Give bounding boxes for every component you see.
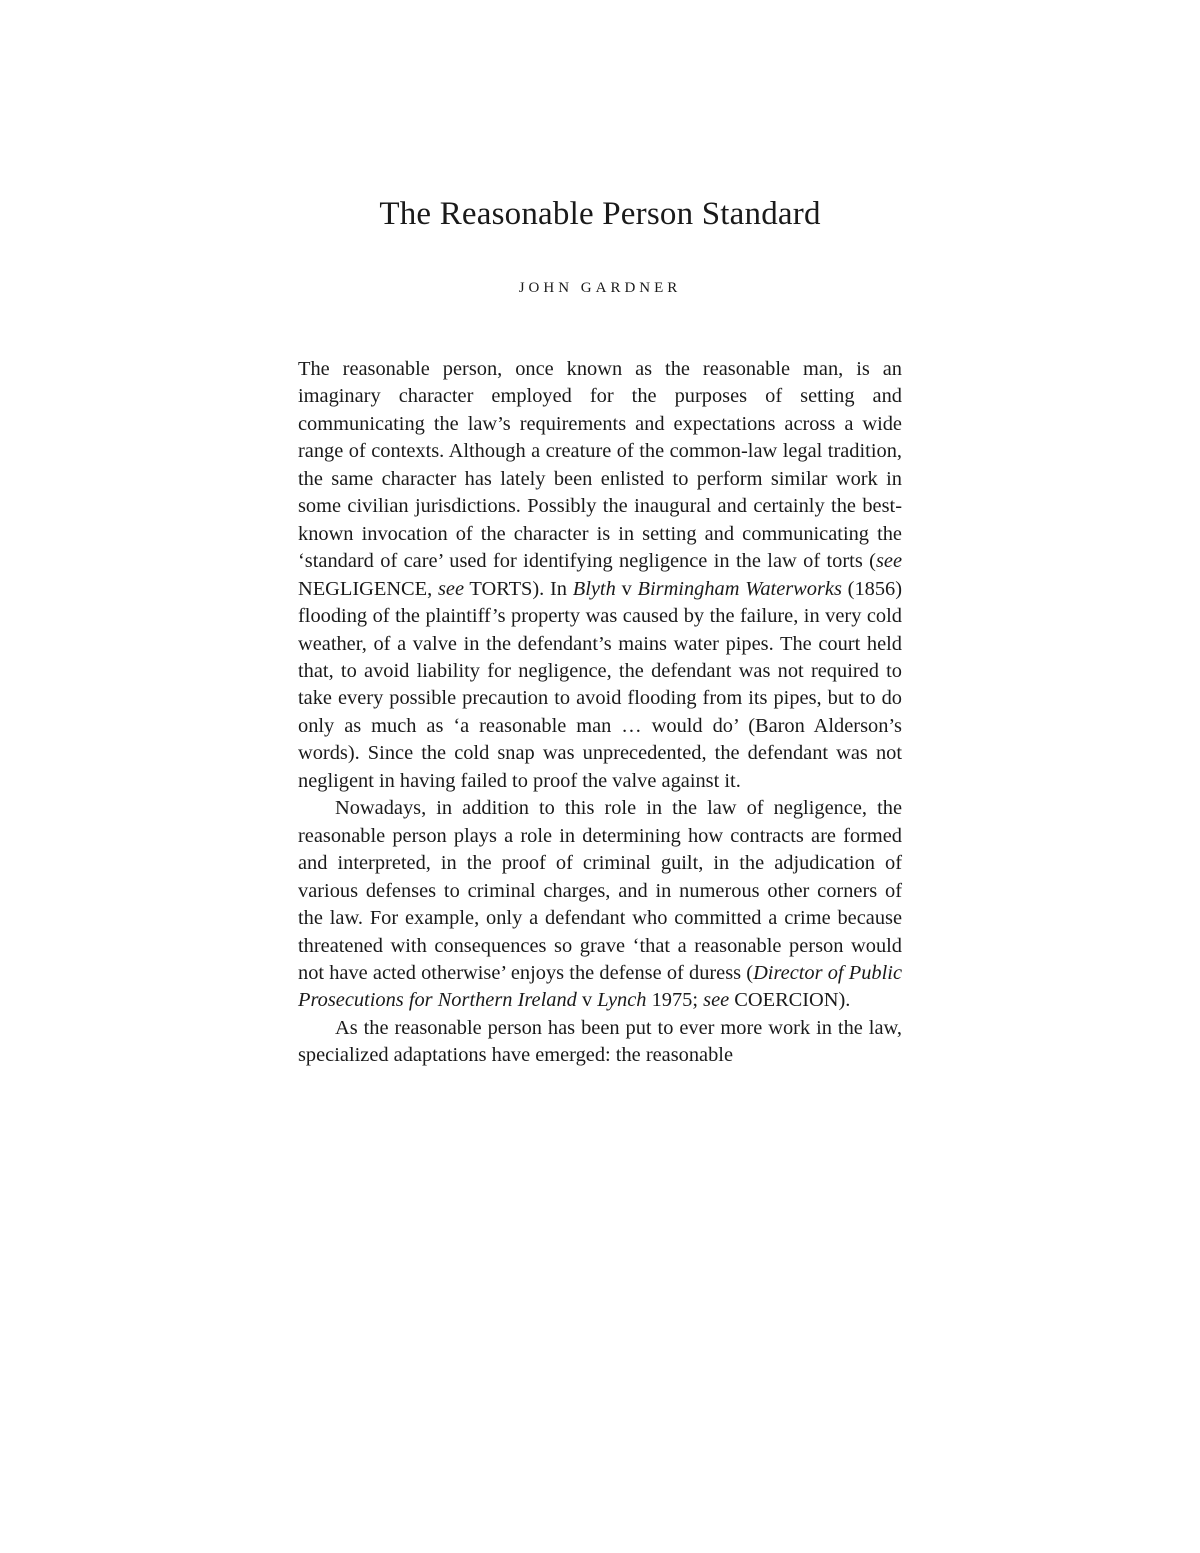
case-name: Birmingham Waterworks (637, 577, 842, 600)
paragraph-3 (298, 1015, 902, 1070)
paragraph-text: COERCION). (729, 989, 851, 1012)
cross-reference-see: see (875, 550, 902, 573)
paragraph-text: (1856) flooding of the plaintiff’s property was caused by the failure, in very cold weather, of a valve in the defendant’s mains water pipes. The court held that, to avoid liability for negligence, the defendant was not required to take every possible precaution to avoid flooding from its pipes, but to do only as much as ‘a reasonable man … would do’ (Baron Alderson’s words). Since the cold snap was unprecedented, the defendant was not negligent in having failed to proof the valve against it. (298, 577, 903, 792)
paragraph-text: Nowadays, in addition to this role in the law of negligence, the reasonable person plays a role in determining how contracts are formed and interpreted, in the proof of criminal guilt, in the adjudication of various defenses to criminal charges, and in numerous other corners of the law. For example, only a defendant who committed a crime because threatened with consequences so grave ‘that a reasonable person would not have acted otherwise’ enjoys the defense of duress ( (298, 797, 902, 984)
paragraph-text: NEGLIGENCE, (298, 577, 438, 600)
cross-reference-see: see (703, 989, 730, 1012)
case-name: Blyth (572, 577, 616, 600)
author-name: JOHN GARDNER (518, 280, 682, 296)
paragraph-2 (298, 795, 902, 1015)
paragraph-text: As the reasonable person has been put to ever more work in the law, specialized adaptations have emerged: the reasonable (298, 1016, 902, 1067)
paragraph-text: TORTS). In (464, 577, 573, 600)
case-name: Lynch (597, 989, 647, 1012)
page-title: The Reasonable Person Standard (379, 196, 821, 232)
paragraph-1 (298, 356, 902, 795)
paragraph-text: The reasonable person, once known as the reasonable man, is an imaginary character employed for the purposes of setting and communicating the law’s requirements and expectations across a wide range of contexts. Although a creature of the common-law legal tradition, the same character has lately been enlisted to perform similar work in some civilian jurisdictions. Possibly the inaugural and certainly the best-known invocation of the character is in setting and communicating the ‘standard of care’ used for identifying negligence in the law of torts ( (298, 358, 902, 573)
body-text (298, 356, 902, 1070)
paragraph-text: 1975; (646, 989, 704, 1012)
case-name: Director of Public Prosecutions for Northern Ireland (298, 961, 903, 1012)
cross-reference-see: see (437, 577, 465, 600)
case-versus: v (615, 577, 638, 600)
case-versus: v (576, 989, 598, 1012)
